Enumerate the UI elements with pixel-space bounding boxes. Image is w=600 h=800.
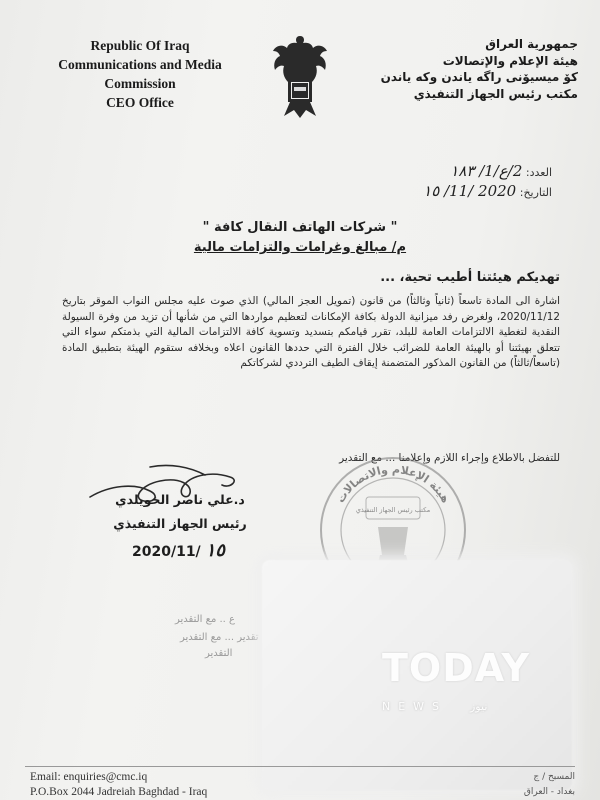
header-arabic-line: هيئة الإعلام والإتصالات xyxy=(442,53,578,68)
recipient-block xyxy=(0,218,600,258)
reference-number-value: 2/ع/1/ ١٨٣ xyxy=(450,162,523,180)
letter-body: اشارة الى المادة تاسعاً (ثانياً وثالثاً) من قانون (تمويل العجز المالي) الذي صوت عليه مجلس النواب الموقر بتاريخ 2020/11/12، ولغرض رفد ميزانية الدولة بكافة الإمكانات لتعظيم مواردها التي من شأنها أن تزيد من وفرة السيولة النقدية لتغطية الالتزامات العامة للبلد، تقرر قيامكم بتسديد وتسوية كافة الالتزامات المالية التي بذمتكم سواء التي تتعلق بهيئتنا أو بالهيئة العامة للضرائب خلال الفترة التي حددها القانون اعلاه وبخلافه ستقوم الهيئة بتطبيق المادة (تاسعاً/ثالثاً) من القانون المذكور المتضمنة إيقاف الطيف الترددي لشركاتكم xyxy=(62,295,560,370)
reference-block xyxy=(423,162,552,202)
footer-email: Email: enquiries@cmc.iq xyxy=(30,771,148,783)
header-english-line: Commission xyxy=(104,76,176,91)
footer-contact xyxy=(30,770,207,800)
watermark-brand: TODAY xyxy=(382,646,531,690)
reference-date-value: 2020 /11/ ١٥ xyxy=(423,182,517,200)
watermark-arabic: نيوز xyxy=(470,700,488,713)
header-english-line: CEO Office xyxy=(106,95,174,110)
footer-arabic xyxy=(524,770,575,800)
bleed-through-text: ع .. مع التقدير xyxy=(175,614,235,625)
signer-block xyxy=(100,488,260,536)
stamp-center-text: مكتب رئيس الجهاز التنفيذي xyxy=(355,506,431,514)
signature-date-day: ١٥ xyxy=(205,540,225,561)
footer-address: P.O.Box 2044 Jadreiah Baghdad - Iraq xyxy=(30,786,208,798)
header-arabic-line: مكتب رئيس الجهاز التنفيذي xyxy=(413,86,578,101)
subject-line: م/ مبالغ وغرامات والتزامات مالية xyxy=(193,240,407,255)
signer-name: د.علي ناصر الخويلدي xyxy=(115,492,245,507)
header-arabic xyxy=(368,36,578,102)
iraq-eagle-emblem-icon xyxy=(270,32,330,122)
header-arabic-line: كۆ میسیۆنی راگه یاندن وكه یاندن xyxy=(380,70,578,84)
bleed-through-text: التقدير xyxy=(205,648,233,659)
reference-date-label: التاريخ: xyxy=(519,186,552,199)
header-arabic-line: جمهورية العراق xyxy=(485,37,578,51)
reference-number-label: العدد: xyxy=(525,166,552,179)
header-english xyxy=(55,36,225,112)
stamp-top-text: هيئة الإعلام والاتصالات xyxy=(333,462,453,506)
addressee: " شركات الهاتف النقال كافة " xyxy=(202,220,398,235)
header-english-line: Republic Of Iraq xyxy=(90,38,190,53)
watermark-news: NEWS xyxy=(382,700,448,713)
signer-title: رئيس الجهاز التنفيذي xyxy=(113,516,247,531)
signature-date xyxy=(132,540,225,561)
footer-divider xyxy=(25,766,575,767)
footer-arabic-line: المسبح / ج xyxy=(533,772,575,782)
header-english-line: Communications and Media xyxy=(58,57,222,72)
signature-date-year: 2020/11/ xyxy=(132,544,201,560)
footer-arabic-line: بغداد - العراق xyxy=(523,787,575,797)
closing-line: للتفضل بالاطلاع وإجراء اللازم وإعلامنا ... مع التقدير xyxy=(339,452,560,464)
bleed-through-text: تقدير ... مع التقدير xyxy=(180,632,259,643)
greeting: تهديكم هيئتنا أطيب تحية، ... xyxy=(380,270,560,285)
